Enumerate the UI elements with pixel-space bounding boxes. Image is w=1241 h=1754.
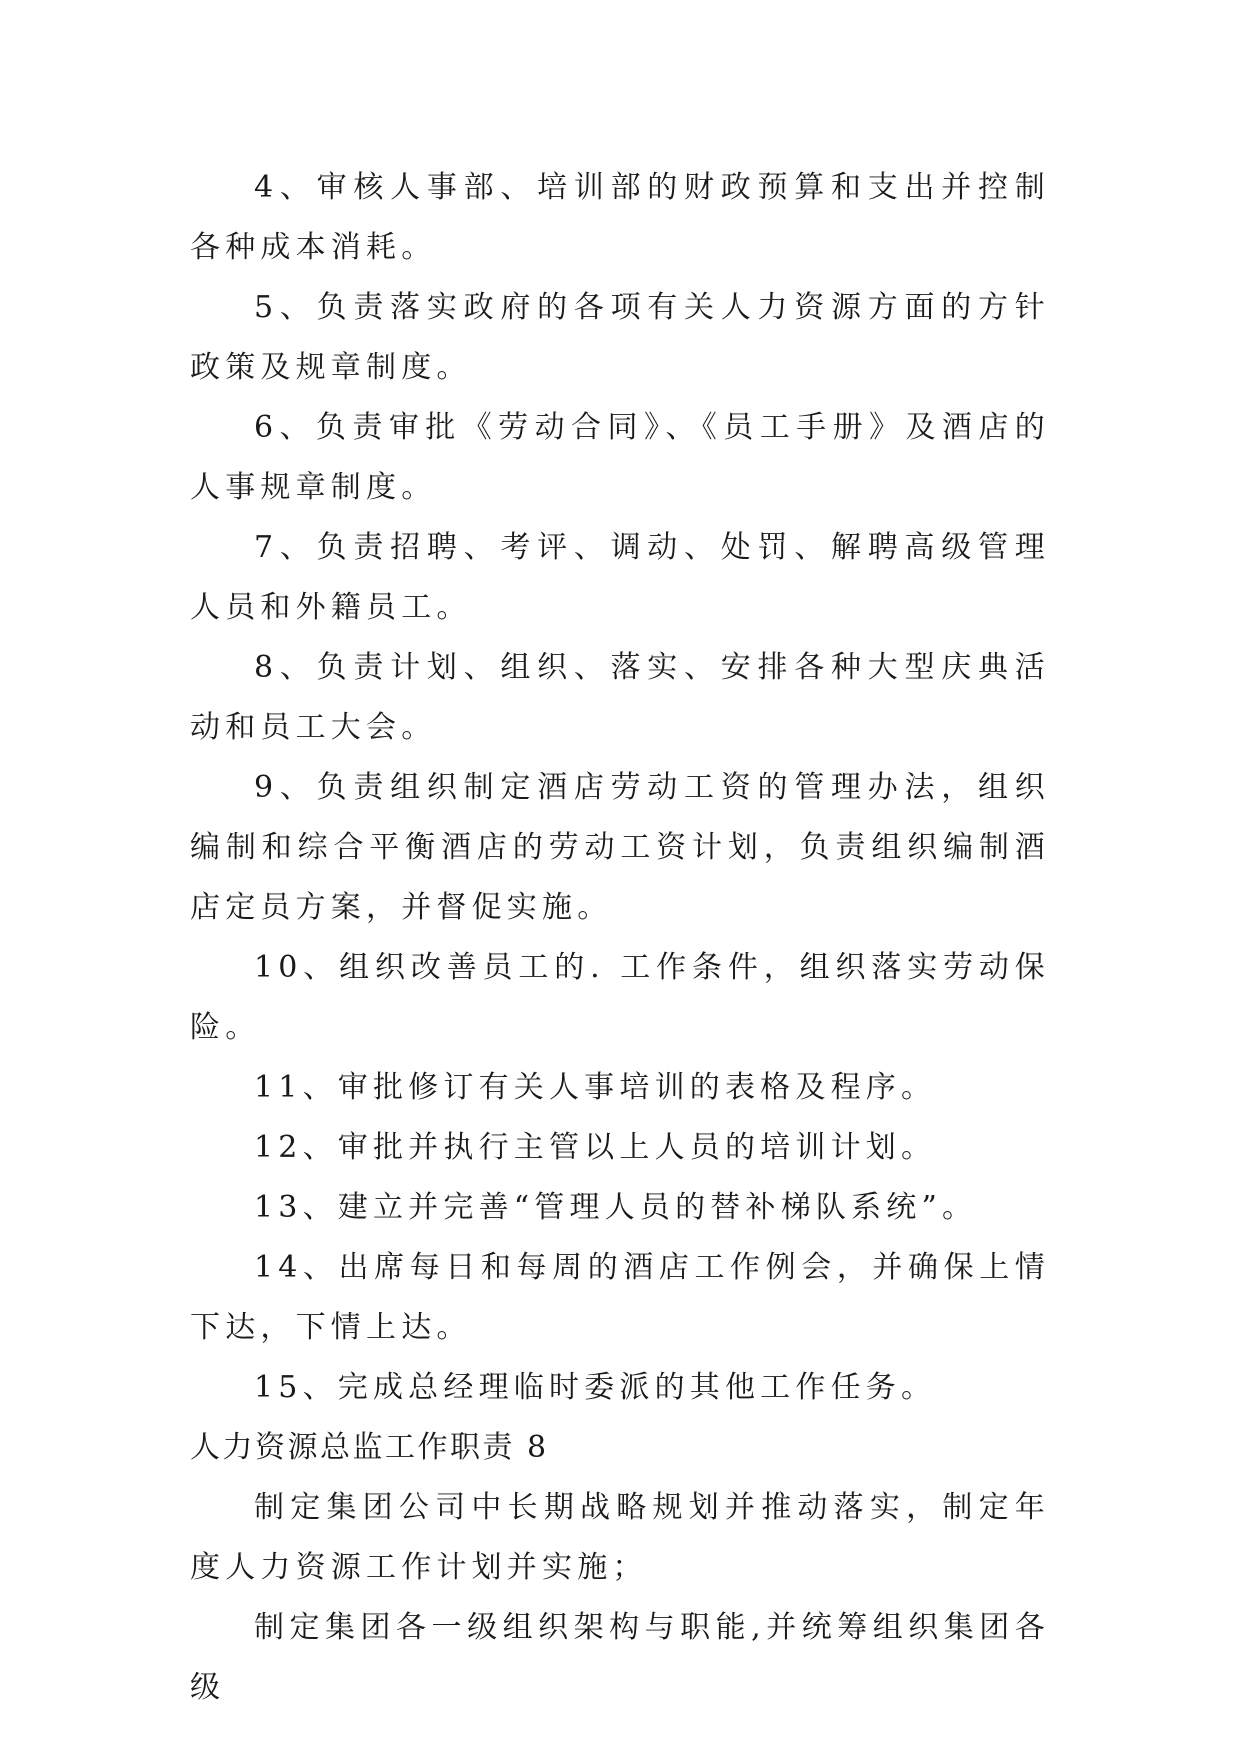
duty-item-11: 11、审批修订有关人事培训的表格及程序。 [254,1070,937,1105]
section-paragraph: 制定集团各一级组织架构与职能,并统筹组织集团各级 [190,1610,1050,1705]
duty-item-14: 14、出席每日和每周的酒店工作例会，并确保上情下达，下情上达。 [190,1250,1050,1345]
duty-item-9: 9、负责组织制定酒店劳动工资的管理办法，组织编制和综合平衡酒店的劳动工资计划，负责组织编制酒店定员方案，并督促实施。 [190,770,1050,925]
section-paragraph: 制定集团公司中长期战略规划并推动落实，制定年度人力资源工作计划并实施； [190,1490,1050,1585]
duty-item-8: 8、负责计划、组织、落实、安排各种大型庆典活动和员工大会。 [190,650,1050,745]
duty-item-10: 10、组织改善员工的. 工作条件，组织落实劳动保险。 [190,950,1050,1045]
duty-item-13: 13、建立并完善“管理人员的替补梯队系统”。 [254,1190,978,1225]
duty-item-7: 7、负责招聘、考评、调动、处罚、解聘高级管理人员和外籍员工。 [190,530,1050,625]
duty-item-6: 6、负责审批《劳动合同》、《员工手册》及酒店的人事规章制度。 [190,410,1050,505]
document-body [190,158,1050,1718]
duty-item-5: 5、负责落实政府的各项有关人力资源方面的方针政策及规章制度。 [190,290,1050,385]
section-heading: 人力资源总监工作职责 8 [190,1430,549,1465]
duty-item-12: 12、审批并执行主管以上人员的培训计划。 [254,1130,937,1165]
duty-item-15: 15、完成总经理临时委派的其他工作任务。 [254,1370,937,1405]
duty-item-4: 4、审核人事部、培训部的财政预算和支出并控制各种成本消耗。 [190,170,1050,265]
